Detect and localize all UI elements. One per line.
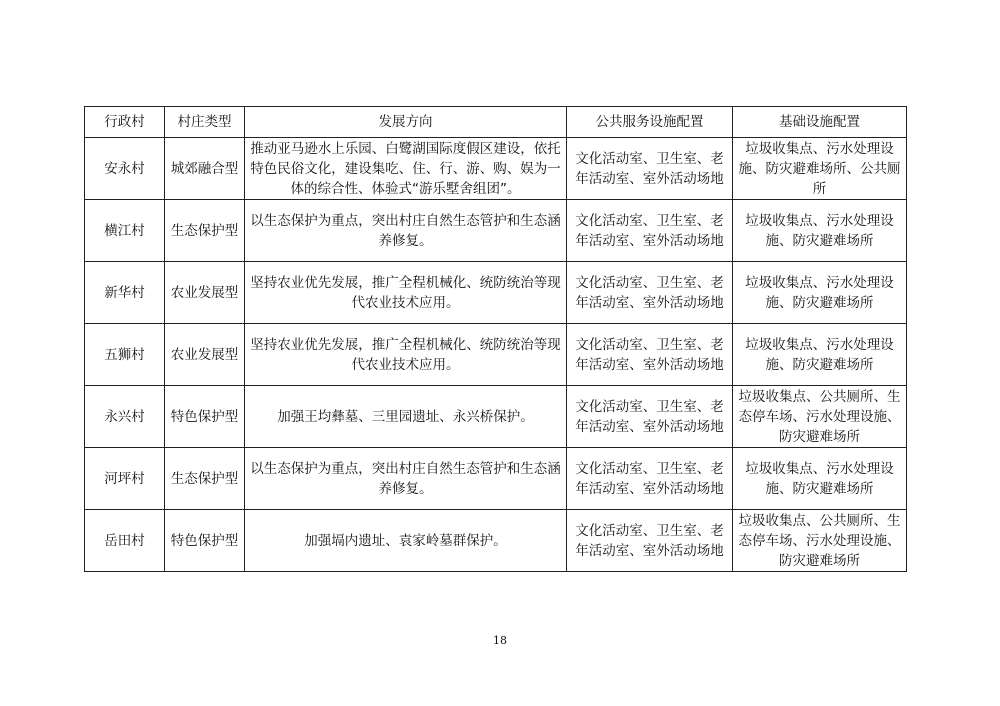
cell-development-direction: 加强塥内遗址、袁家岭墓群保护。 [245, 510, 567, 572]
cell-development-direction: 加强王均彝墓、三里园遗址、永兴桥保护。 [245, 386, 567, 448]
table-row [85, 448, 907, 510]
cell-village: 横江村 [85, 200, 165, 262]
header-village: 行政村 [85, 107, 165, 138]
table-row [85, 510, 907, 572]
cell-public-services: 文化活动室、卫生室、老年活动室、室外活动场地 [567, 386, 733, 448]
cell-village-type: 城郊融合型 [165, 138, 245, 200]
table-row [85, 262, 907, 324]
cell-infrastructure: 垃圾收集点、污水处理设施、防灾避难场所 [733, 262, 907, 324]
cell-development-direction: 以生态保护为重点，突出村庄自然生态管护和生态涵养修复。 [245, 200, 567, 262]
cell-public-services: 文化活动室、卫生室、老年活动室、室外活动场地 [567, 510, 733, 572]
cell-village: 五狮村 [85, 324, 165, 386]
cell-village: 永兴村 [85, 386, 165, 448]
cell-village: 河坪村 [85, 448, 165, 510]
cell-public-services: 文化活动室、卫生室、老年活动室、室外活动场地 [567, 324, 733, 386]
cell-village: 新华村 [85, 262, 165, 324]
cell-infrastructure: 垃圾收集点、污水处理设施、防灾避难场所、公共厕所 [733, 138, 907, 200]
cell-village-type: 生态保护型 [165, 200, 245, 262]
cell-infrastructure: 垃圾收集点、污水处理设施、防灾避难场所 [733, 448, 907, 510]
table-row [85, 386, 907, 448]
cell-development-direction: 坚持农业优先发展，推广全程机械化、统防统治等现代农业技术应用。 [245, 324, 567, 386]
page-number: 18 [493, 634, 507, 647]
table-row [85, 138, 907, 200]
cell-public-services: 文化活动室、卫生室、老年活动室、室外活动场地 [567, 138, 733, 200]
header-development-direction: 发展方向 [245, 107, 567, 138]
cell-infrastructure: 垃圾收集点、公共厕所、生态停车场、污水处理设施、防灾避难场所 [733, 386, 907, 448]
village-planning-table [84, 106, 907, 572]
table-row [85, 324, 907, 386]
cell-infrastructure: 垃圾收集点、污水处理设施、防灾避难场所 [733, 200, 907, 262]
cell-infrastructure: 垃圾收集点、公共厕所、生态停车场、污水处理设施、防灾避难场所 [733, 510, 907, 572]
cell-public-services: 文化活动室、卫生室、老年活动室、室外活动场地 [567, 448, 733, 510]
table-row [85, 200, 907, 262]
cell-village-type: 农业发展型 [165, 262, 245, 324]
cell-village: 安永村 [85, 138, 165, 200]
table-header [85, 107, 907, 138]
cell-development-direction: 坚持农业优先发展，推广全程机械化、统防统治等现代农业技术应用。 [245, 262, 567, 324]
cell-village-type: 农业发展型 [165, 324, 245, 386]
cell-development-direction: 以生态保护为重点，突出村庄自然生态管护和生态涵养修复。 [245, 448, 567, 510]
cell-public-services: 文化活动室、卫生室、老年活动室、室外活动场地 [567, 200, 733, 262]
table-body [85, 138, 907, 572]
cell-village: 岳田村 [85, 510, 165, 572]
header-village-type: 村庄类型 [165, 107, 245, 138]
cell-village-type: 生态保护型 [165, 448, 245, 510]
cell-village-type: 特色保护型 [165, 386, 245, 448]
cell-village-type: 特色保护型 [165, 510, 245, 572]
cell-infrastructure: 垃圾收集点、污水处理设施、防灾避难场所 [733, 324, 907, 386]
header-infrastructure: 基础设施配置 [733, 107, 907, 138]
cell-public-services: 文化活动室、卫生室、老年活动室、室外活动场地 [567, 262, 733, 324]
cell-development-direction: 推动亚马逊水上乐园、白鹭湖国际度假区建设，依托特色民俗文化，建设集吃、住、行、游、购、娱为一体的综合性、体验式“游乐墅舍组团”。 [245, 138, 567, 200]
header-row [85, 107, 907, 138]
header-public-services: 公共服务设施配置 [567, 107, 733, 138]
